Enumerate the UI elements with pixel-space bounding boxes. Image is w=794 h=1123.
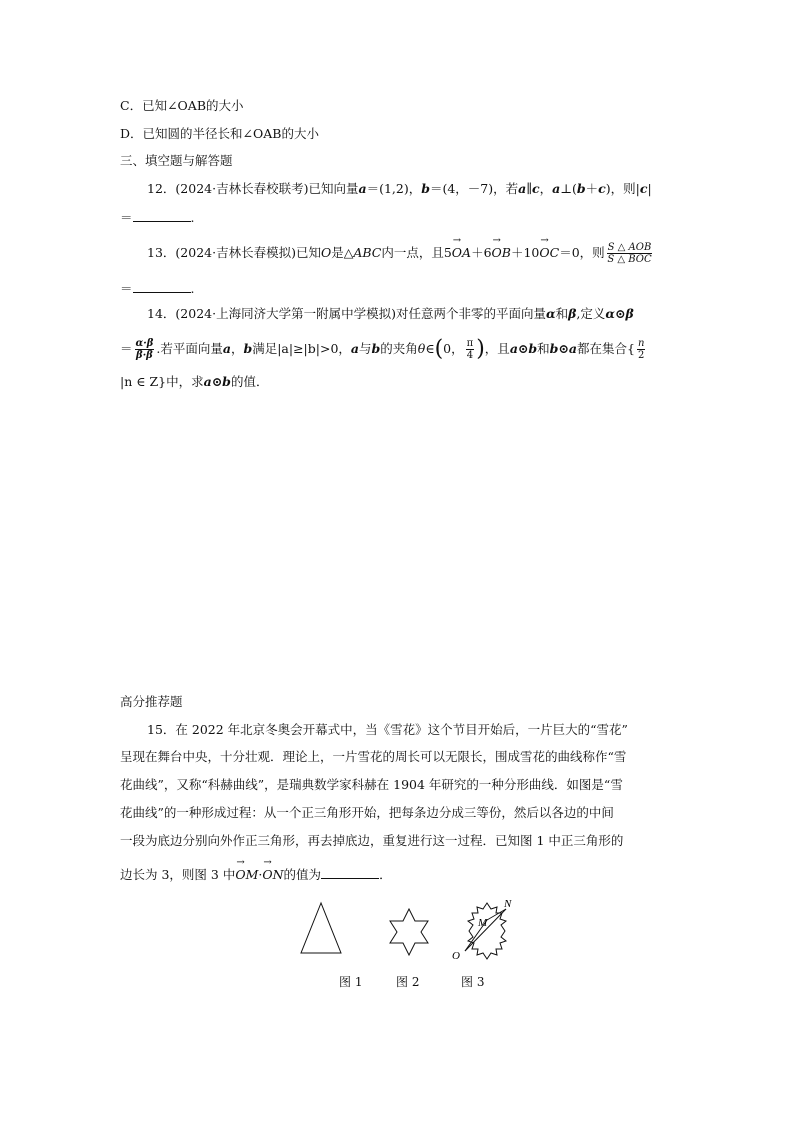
figure-drawing — [297, 893, 537, 973]
answer-blank-12[interactable] — [133, 209, 191, 222]
question-12-answer: ＝ . — [120, 210, 195, 225]
question-15-line5: 一段为底边分别向外作正三角形，再去掉底边，重复进行这一过程．已知图 1 中正三角形的 — [120, 833, 624, 848]
label-m: M — [478, 917, 488, 929]
question-15-line2: 呈现在舞台中央，十分壮观．理论上，一片雪花的周长可以无限长，围成雪花的曲线称作“雪 — [120, 749, 627, 764]
area-ratio: $\frac{\text{S △ AOB}}{\text{S △ BOC}}$ — [607, 242, 652, 265]
caption-fig2: 图 2 — [396, 975, 420, 989]
advanced-heading: 高分推荐题 — [120, 694, 183, 709]
pi-over-four: $\frac{\pi}{4}$ — [466, 338, 474, 361]
question-15-line1: 15．在 2022 年北京冬奥会开幕式中，当《雪花》这个节目开始后，一片巨大的“雪花” — [147, 722, 628, 737]
caption-fig3: 图 3 — [461, 975, 485, 989]
question-14-line1: 14．(2024·上海同济大学第一附属中学模拟)对任意两个非零的平面向量α和β,定义α⊙β — [147, 306, 634, 321]
question-13-answer: ＝ . — [120, 281, 195, 296]
answer-blank-13[interactable] — [133, 280, 191, 293]
answer-blank-15[interactable] — [321, 866, 379, 879]
question-12: 12．(2024·吉林长春校联考)已知向量a＝(1,2)，b＝(4，－7)，若a∥c，a⊥(b＋c)，则|c| — [147, 181, 652, 196]
question-13: 13．(2024·吉林长春模拟)已知O是△ABC内一点，且5→ OA＋6→ OB＋10→ OC＝0，则 $\frac{\text{S △ AOB}}{\text{S △ BOC}}$ — [147, 242, 654, 265]
option-c: C．已知∠OAB的大小 — [120, 98, 244, 113]
caption-fig1: 图 1 — [339, 975, 363, 989]
question-15-line3: 花曲线”，又称“科赫曲线”，是瑞典数学家科赫在 1904 年研究的一种分形曲线．如图是“雪 — [120, 777, 623, 792]
segment-on — [465, 909, 506, 951]
question-14-line2: ＝ $\frac{\alpha\cdot\beta}{\beta\cdot\beta}$ .若平面向量a，b满足|a|≥|b|>0，a与b的夹角θ∈(0， $\frac{\pi}{4}$ )，且a⊙b和b⊙a都在集合{ $\frac{n}{2}$ — [120, 336, 645, 362]
question-15-line6: 边长为 3，则图 3 中→ OM·→ ON的值为 ． — [120, 866, 392, 883]
figure2-star — [390, 909, 428, 955]
snowflake-figures — [297, 893, 537, 993]
label-n: N — [504, 898, 512, 910]
section-heading: 三、填空题与解答题 — [120, 153, 233, 168]
n-over-two: $\frac{n}{2}$ — [637, 338, 645, 361]
operation-fraction: $\frac{\alpha\cdot\beta}{\beta\cdot\beta}$ — [135, 338, 154, 361]
option-d: D．已知圆的半径长和∠OAB的大小 — [120, 126, 319, 141]
question-14-line3: |n ∈ Z}中，求a⊙b的值． — [120, 374, 269, 389]
figure1-triangle — [301, 903, 341, 953]
label-o: O — [452, 950, 460, 962]
figure3-koch — [468, 903, 506, 959]
question-15-line4: 花曲线”的一种形成过程：从一个正三角形开始，把每条边分成三等份，然后以各边的中间 — [120, 805, 614, 820]
